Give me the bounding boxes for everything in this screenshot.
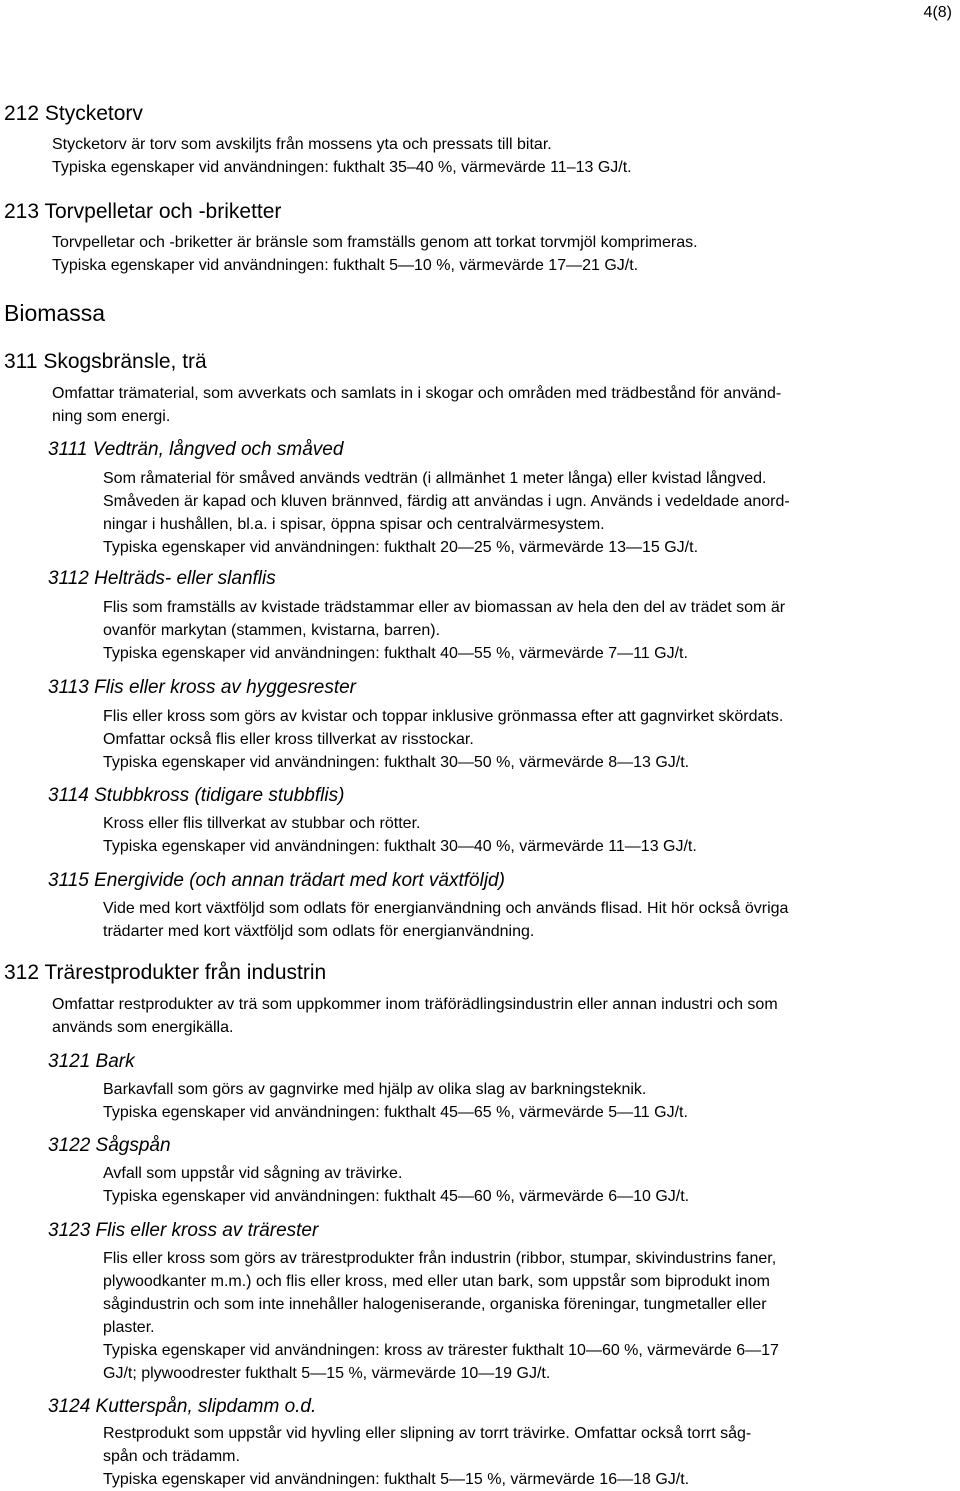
text-line: Torvpelletar och -briketter är bränsle som framställs genom att torkat torvmjöl komprimeras. [52, 234, 698, 251]
text-line: Typiska egenskaper vid användningen: fukthalt 5—15 %, värmevärde 16—18 GJ/t. [103, 1471, 690, 1488]
section-3111-body [103, 467, 790, 559]
section-312-heading: 312 Trärestprodukter från industrin [4, 961, 327, 984]
text-line: plywoodkanter m.m.) och flis eller kross, med eller utan bark, som uppstår som biprodukt inom [103, 1273, 770, 1290]
text-line: Typiska egenskaper vid användningen: kross av trärester fukthalt 10—60 %, värmevärde 6—17 [103, 1342, 779, 1359]
section-3114-body [103, 812, 697, 858]
section-3121-heading: 3121 Bark [48, 1051, 135, 1072]
text-line: Omfattar trämaterial, som avverkats och samlats in i skogar och områden med trädbestånd för använd- [52, 385, 782, 402]
section-3112-body [103, 596, 785, 665]
section-311-body [52, 382, 781, 428]
section-3121-body [103, 1078, 688, 1124]
text-line: Flis eller kross som görs av trärestprodukter från industrin (ribbor, stumpar, skivindustrins faner, [103, 1250, 777, 1267]
section-3124-body [103, 1422, 751, 1491]
section-3122-heading: 3122 Sågspån [48, 1135, 171, 1156]
text-line: ovanför markytan (stammen, kvistarna, barren). [103, 622, 441, 639]
section-3122-body [103, 1162, 689, 1208]
text-line: Typiska egenskaper vid användningen: fukthalt 45—60 %, värmevärde 6—10 GJ/t. [103, 1188, 690, 1205]
text-line: Typiska egenskaper vid användningen: fukthalt 30—40 %, värmevärde 11—13 GJ/t. [103, 838, 697, 855]
text-line: Omfattar också flis eller kross tillverkat av risstockar. [103, 731, 474, 748]
text-line: Omfattar restprodukter av trä som uppkommer inom träförädlingsindustrin eller annan industri och som [52, 996, 778, 1013]
section-312-body [52, 993, 778, 1039]
text-line: Typiska egenskaper vid användningen: fukthalt 20—25 %, värmevärde 13—15 GJ/t. [103, 539, 699, 556]
text-line: Kross eller flis tillverkat av stubbar och rötter. [103, 815, 421, 832]
text-line: Småveden är kapad och kluven brännved, färdig att användas i ugn. Används i vedeldade anord- [103, 493, 790, 510]
text-line: Flis eller kross som görs av kvistar och toppar inklusive grönmassa efter att gagnvirket skördats. [103, 708, 784, 725]
section-3112-heading: 3112 Helträds- eller slanflis [48, 568, 276, 589]
section-212-heading: 212 Stycketorv [4, 102, 143, 125]
text-line: Flis som framställs av kvistade trädstammar eller av biomassan av hela den del av trädet som är [103, 599, 786, 616]
section-3124-heading: 3124 Kutterspån, slipdamm o.d. [48, 1396, 317, 1417]
text-line: används som energikälla. [52, 1019, 234, 1036]
text-line: Typiska egenskaper vid användningen: fukthalt 40—55 %, värmevärde 7—11 GJ/t. [103, 645, 688, 662]
section-212-body [52, 133, 632, 179]
text-line: Vide med kort växtföljd som odlats för energianvändning och används flisad. Hit hör också övriga [103, 900, 789, 917]
section-213-body [52, 231, 698, 277]
section-3115-body [103, 897, 788, 943]
page-number: 4(8) [923, 4, 952, 21]
biomassa-heading: Biomassa [4, 300, 105, 326]
text-line: Avfall som uppstår vid sågning av trävirke. [103, 1165, 403, 1182]
text-line: spån och trädamm. [103, 1448, 240, 1465]
section-3115-heading: 3115 Energivide (och annan trädart med kort växtföljd) [48, 870, 505, 891]
section-3111-heading: 3111 Vedträn, långved och småved [48, 439, 344, 460]
section-213-heading: 213 Torvpelletar och -briketter [4, 200, 282, 223]
section-3123-body [103, 1247, 779, 1385]
text-line: Stycketorv är torv som avskiljts från mossens yta och pressats till bitar. [52, 136, 552, 153]
text-line: trädarter med kort växtföljd som odlats för energianvändning. [103, 923, 535, 940]
section-3113-heading: 3113 Flis eller kross av hyggesrester [48, 677, 356, 698]
text-line: Barkavfall som görs av gagnvirke med hjälp av olika slag av barkningsteknik. [103, 1081, 647, 1098]
text-line: Typiska egenskaper vid användningen: fukthalt 45—65 %, värmevärde 5—11 GJ/t. [103, 1104, 688, 1121]
section-3113-body [103, 705, 783, 774]
section-3114-heading: 3114 Stubbkross (tidigare stubbflis) [48, 785, 345, 806]
text-line: Som råmaterial för småved används vedträn (i allmänhet 1 meter långa) eller kvistad långved. [103, 470, 767, 487]
section-3123-heading: 3123 Flis eller kross av trärester [48, 1220, 319, 1241]
text-line: sågindustrin och som inte innehåller halogeniserande, organiska föreningar, tungmetaller eller [103, 1296, 767, 1313]
section-311-heading: 311 Skogsbränsle, trä [4, 350, 207, 373]
text-line: GJ/t; plywoodrester fukthalt 5—15 %, värmevärde 10—19 GJ/t. [103, 1365, 551, 1382]
text-line: Restprodukt som uppstår vid hyvling eller slipning av torrt trävirke. Omfattar också torrt såg- [103, 1425, 752, 1442]
text-line: ning som energi. [52, 408, 171, 425]
text-line: Typiska egenskaper vid användningen: fukthalt 30—50 %, värmevärde 8—13 GJ/t. [103, 754, 690, 771]
text-line: Typiska egenskaper vid användningen: fukthalt 5—10 %, värmevärde 17—21 GJ/t. [52, 257, 639, 274]
text-line: plaster. [103, 1319, 155, 1336]
text-line: ningar i hushållen, bl.a. i spisar, öppna spisar och centralvärmesystem. [103, 516, 605, 533]
text-line: Typiska egenskaper vid användningen: fukthalt 35–40 %, värmevärde 11–13 GJ/t. [52, 159, 632, 176]
